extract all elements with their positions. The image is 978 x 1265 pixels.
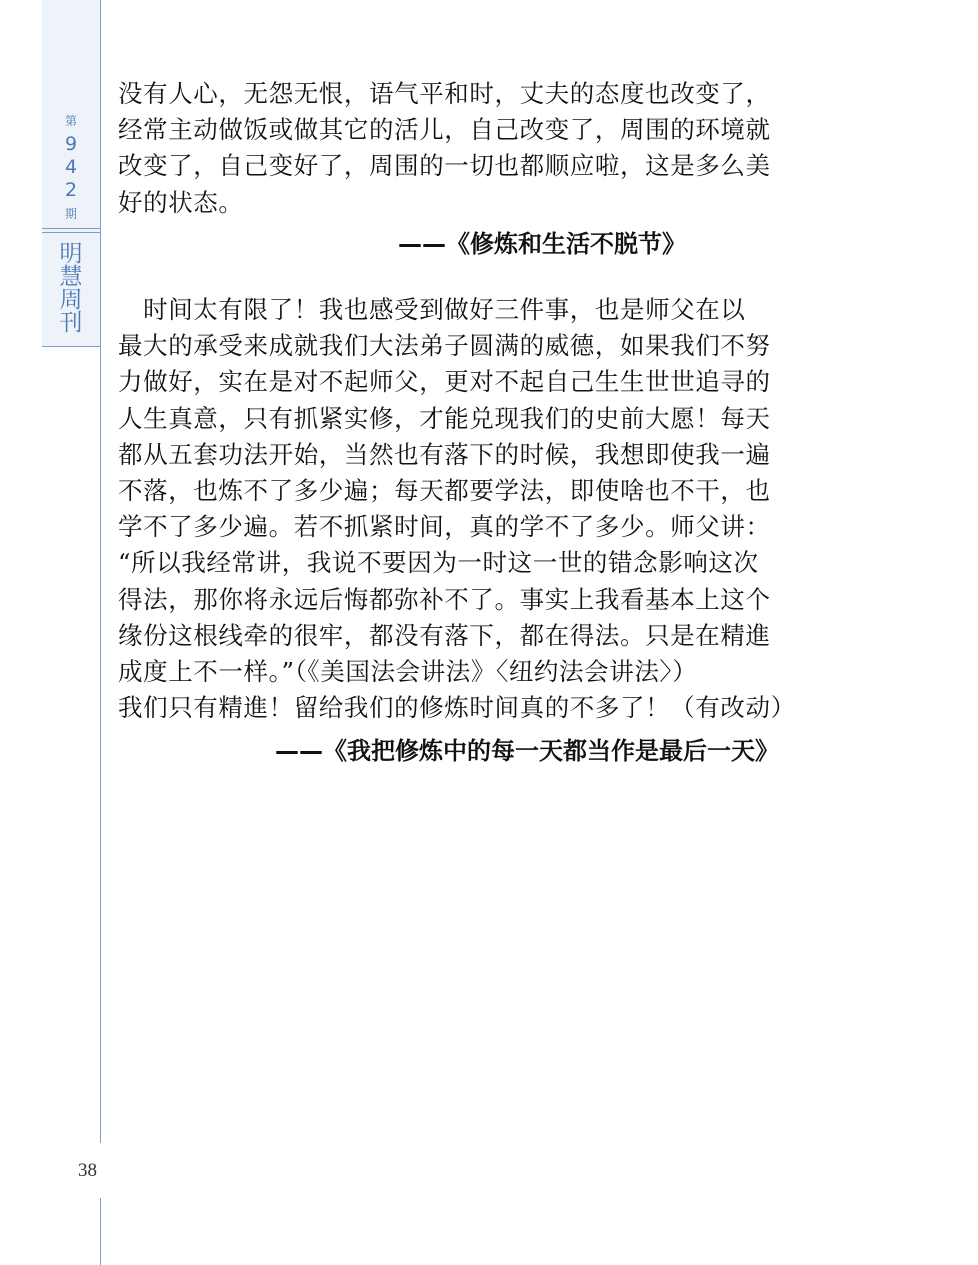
excerpt-1-source: ——《修炼和生活不脱节》	[398, 230, 686, 258]
magazine-name	[42, 243, 100, 335]
text-line: 好的状态。	[118, 187, 244, 217]
margin-rule-lower	[100, 1198, 101, 1265]
text-line: 都从五套功法开始，当然也有落下的时候，我想即使我一遍	[118, 439, 771, 469]
magazine-name-box	[42, 232, 100, 347]
issue-tab	[42, 0, 100, 346]
text-line: 我们只有精進！留给我们的修炼时间真的不多了！（有改动）	[118, 693, 796, 723]
text-line: 经常主动做饭或做其它的活儿，自己改变了，周围的环境就	[118, 115, 771, 145]
excerpt-2-source: ——《我把修炼中的每一天都当作是最后一天》	[275, 737, 779, 765]
page-number: 38	[78, 1160, 97, 1181]
text-line: 力做好，实在是对不起师父，更对不起自己生生世世追寻的	[118, 367, 771, 397]
magazine-name-char: 周	[59, 287, 83, 313]
text-line: 学不了多少遍。若不抓紧时间，真的学不了多少。师父讲：	[118, 512, 771, 542]
excerpt-1-body	[118, 76, 866, 221]
excerpt-2-body	[118, 292, 866, 726]
text-line: 改变了，自己变好了，周围的一切也都顺应啦，这是多么美	[118, 151, 771, 181]
text-line: 成度上不一样。”（《美国法会讲法》〈纽约法会讲法〉）	[118, 656, 698, 686]
text-line: “所以我经常讲，我说不要因为一时这一世的错念影响这次	[118, 548, 759, 578]
issue-digit-1: 9	[64, 133, 78, 155]
text-line: 没有人心，无怨无恨，语气平和时，丈夫的态度也改变了，	[118, 79, 771, 108]
magazine-name-char: 明	[59, 241, 83, 267]
magazine-name-char: 刊	[59, 310, 83, 336]
text-line: 最大的承受来成就我们大法弟子圆满的威德，如果我们不努	[118, 331, 771, 361]
magazine-name-char: 慧	[59, 264, 83, 290]
issue-digit-2: 4	[64, 156, 78, 178]
issue-number-box	[42, 0, 100, 229]
text-line: 不落，也炼不了多少遍；每天都要学法，即使啥也不干，也	[118, 475, 771, 505]
text-line: 缘份这根线牵的很牢，都没有落下，都在得法。只是在精進	[118, 620, 771, 650]
issue-digit-3: 2	[64, 179, 78, 201]
text-line: 得法，那你将永远后悔都弥补不了。事实上我看基本上这个	[118, 584, 771, 614]
text-line: 人生真意，只有抓紧实修，才能兑现我们的史前大愿！每天	[118, 403, 771, 433]
issue-suffix: 期	[64, 207, 77, 221]
issue-prefix: 第	[64, 114, 77, 128]
text-line: 时间太有限了！我也感受到做好三件事，也是师父在以	[118, 295, 746, 324]
margin-rule	[100, 0, 101, 1143]
